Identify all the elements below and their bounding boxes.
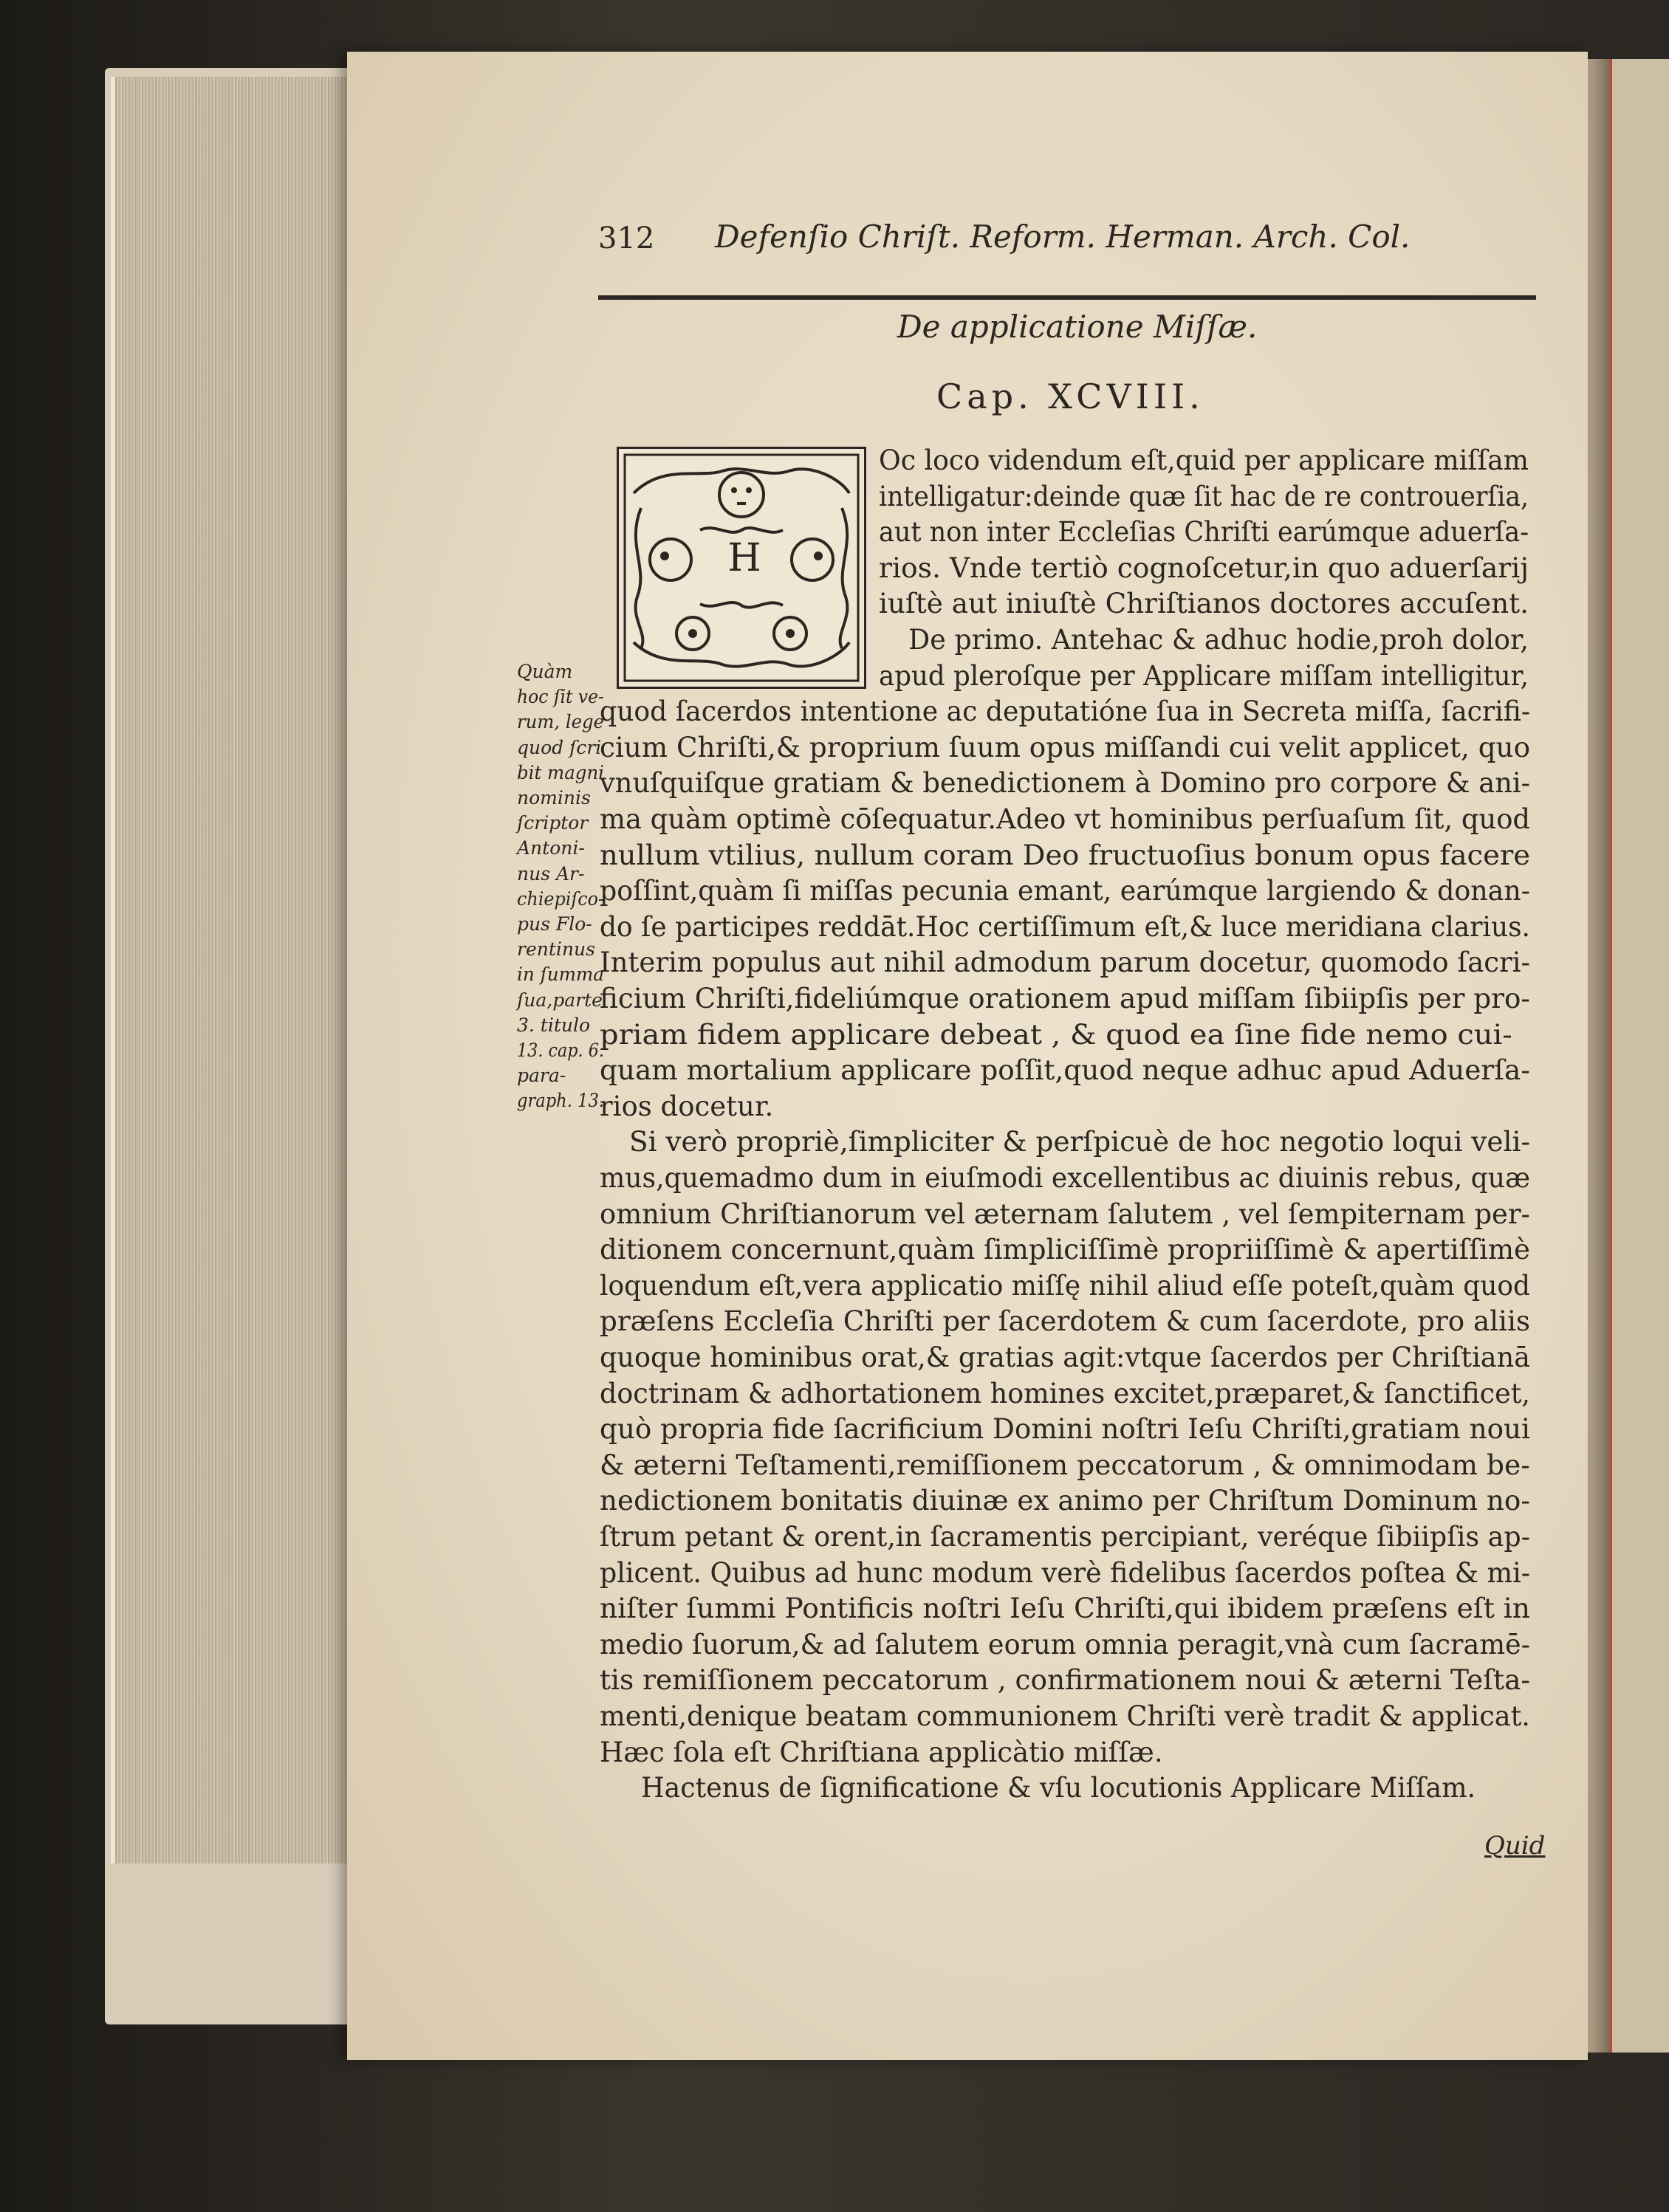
body-line: intelligatur:deinde quæ ſit hac de re controuerſia, (879, 480, 1529, 512)
body-line: quò propria fide ſacrificium Domini noſtri Ieſu Chriſti,gratiam noui (600, 1413, 1530, 1446)
running-head: Defenſio Chriſt. Reform. Herman. Arch. Col. (715, 219, 1411, 255)
body-line: apud pleroſque per Applicare miſſam intelligitur, (879, 659, 1529, 692)
body-line: omnium Chriſtianorum vel æternam ſalutem , vel ſempiternam per- (600, 1198, 1530, 1230)
margin-note-line: Antoni- (517, 837, 585, 859)
body-line: plicent. Quibus ad hunc modum verè fidelibus ſacerdos poſtea & mi- (600, 1556, 1531, 1589)
body-line: rios. Vnde tertiò cognoſcetur,in quo aduerſarij (879, 552, 1529, 584)
body-line: iuſtè aut iniuſtè Chriſtianos doctores accuſent. (879, 588, 1529, 620)
body-line: vnuſquiſque gratiam & benedictionem à Domino pro corpore & ani- (600, 767, 1531, 800)
body-line: do ſe participes reddāt.Hoc certiſſimum eſt,& luce meridiana clarius. (600, 910, 1530, 943)
body-line: præſens Eccleſia Chriſti per ſacerdotem & cum ſacerdote, pro aliis (600, 1305, 1530, 1338)
body-line: poſſint,quàm ſi miſſas pecunia emant, earúmque largiendo & donan- (600, 875, 1531, 907)
margin-note-line: nominis (517, 787, 591, 808)
body-line: quod ſacerdos intentione ac deputatióne ſua in Secreta miſſa, ſacrifi- (600, 695, 1531, 728)
body-line: ma quàm optimè cōſequatur.Adeo vt hominibus perſuaſum ſit, quod (600, 803, 1530, 835)
body-line: ficium Chriſti,fideliúmque orationem apud miſſam ſibiipſis per pro- (600, 983, 1530, 1014)
margin-note-line: ſcriptor (517, 812, 589, 834)
margin-note-line: quod ſcri (517, 736, 602, 758)
body-line: rios docetur. (600, 1090, 774, 1122)
margin-note-line: 3. titulo (517, 1014, 591, 1036)
body-line: Interim populus aut nihil admodum parum docetur, quomodo ſacri- (600, 947, 1531, 979)
body-line: aut non inter Eccleſias Chriſti earúmque aduerſa- (879, 516, 1529, 549)
body-line: medio ſuorum,& ad ſalutem eorum omnia peragit,vnà cum ſacramē- (600, 1628, 1531, 1660)
page-edges (111, 77, 352, 1864)
initial-letter: H (722, 536, 767, 595)
header-rule (598, 295, 1536, 300)
body-line: mus,quemadmo dum in eiuſmodi excellentibus ac diuinis rebus, quæ (600, 1162, 1531, 1194)
margin-note-line: rentinus (517, 938, 595, 961)
body-line: ſtrum petant & orent,in ſacramentis percipiant, veréque ſibiipſis ap- (600, 1521, 1531, 1553)
body-line: ditionem concernunt,quàm ſimpliciſſimè propriiſſimè & apertiſſimè (600, 1234, 1530, 1266)
body-line: Hæc ſola eſt Chriſtiana applicàtio miſſæ. (600, 1736, 1163, 1768)
body-line: quam mortalium applicare poſſit,quod neque adhuc apud Aduerſa- (600, 1054, 1530, 1087)
body-line: priam fidem applicare debeat , & quod ea ſine fide nemo cui- (600, 1018, 1512, 1051)
facing-page-edge (1610, 59, 1669, 2053)
section-title: De applicatione Miſſæ. (897, 309, 1258, 345)
body-line: Si verò propriè,ſimpliciter & perſpicuè de hoc negotio loqui veli- (629, 1126, 1531, 1158)
margin-note-line: in ſumma (517, 964, 604, 986)
body-line: De primo. Antehac & adhuc hodie,proh dolor, (908, 624, 1529, 656)
body-line: Oc loco videndum eſt,quid per applicare miſſam (879, 444, 1529, 476)
gutter (1588, 59, 1610, 2053)
margin-note-line: graph. 13. (517, 1090, 604, 1112)
chapter-heading: Cap. XCVIII. (936, 377, 1204, 416)
body-line: & æterni Teſtamenti,remiſſionem peccatorum , & omnimodam be- (600, 1449, 1530, 1481)
margin-note-line: 13. cap. 6. (517, 1040, 604, 1061)
margin-note-line: Quàm (517, 661, 573, 682)
margin-note-line: para- (517, 1065, 566, 1087)
margin-note-line: ſua,parte (517, 989, 603, 1011)
margin-note-line: chiepiſco- (517, 887, 605, 910)
margin-note-line: nus Ar- (517, 862, 585, 885)
body-line: doctrinam & adhortationem homines excitet,præparet,& ſanctificet, (600, 1377, 1530, 1409)
body-line: loquendum eſt,vera applicatio miſſę nihil aliud eſſe poteſt,quàm quod (600, 1269, 1530, 1302)
body-line: tis remiſſionem peccatorum , confirmationem noui & æterni Teſta- (600, 1664, 1531, 1697)
body-line: nedictionem bonitatis diuinæ ex animo per Chriſtum Dominum no- (600, 1485, 1530, 1517)
margin-note-line: rum, lege (517, 711, 605, 733)
margin-note-line: pus Flo- (517, 913, 592, 935)
body-line: Hactenus de ſignificatione & vſu locutionis Applicare Miſſam. (641, 1772, 1476, 1804)
body-line: cium Chriſti,& proprium ſuum opus miſſandi cui velit applicet, quo (600, 731, 1531, 763)
catchword: Quid (1484, 1831, 1546, 1861)
body-line: quoque hominibus orat,& gratias agit:vtque ſacerdos per Chriſtianā (600, 1342, 1530, 1373)
body-line: niſter ſummi Pontificis noſtri Ieſu Chriſti,qui ibidem præſens eſt in (600, 1593, 1530, 1625)
decorated-initial (617, 447, 866, 689)
body-line: nullum vtilius, nullum coram Deo fructuoſius bonum opus facere (600, 839, 1530, 871)
page-number: 312 (598, 221, 655, 255)
body-line: menti,denique beatam communionem Chriſti verè tradit & applicat. (600, 1700, 1530, 1732)
margin-note-line: bit magni (517, 761, 604, 783)
margin-note-line: hoc ſit ve- (517, 686, 604, 708)
